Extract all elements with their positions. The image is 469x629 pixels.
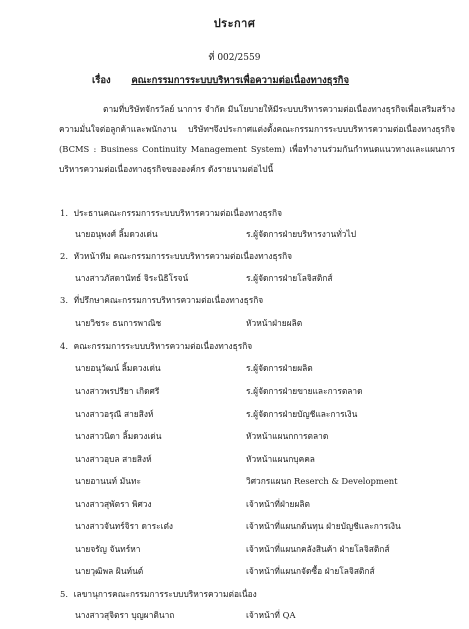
member-position: เจ้าหน้าที่แผนกจัดซื้อ ฝ่ายโลจิสติกส์ bbox=[246, 566, 375, 576]
member-position: ร.ผู้จัดการฝ่ายบัญชีและการเงิน bbox=[246, 409, 358, 419]
member-row bbox=[0, 316, 469, 330]
section-heading bbox=[60, 206, 469, 220]
subject-label: เรื่อง bbox=[92, 75, 111, 86]
document-title: ประกาศ bbox=[213, 17, 256, 30]
member-name: นายอนุวัฒน์ ลิ้มดวงเด่น bbox=[75, 363, 161, 373]
member-position: เจ้าหน้าที่ฝ่ายผลิต bbox=[246, 499, 310, 509]
member-name: นายวุฒิพล ผินท์นต์ bbox=[75, 566, 144, 576]
member-row bbox=[0, 271, 469, 285]
member-row bbox=[0, 519, 469, 533]
member-name: นายจรัญ จันทร์หา bbox=[75, 544, 141, 554]
member-row bbox=[0, 474, 469, 488]
member-position: ร.ผู้จัดการฝ่ายขายและการตลาด bbox=[246, 386, 363, 396]
member-name: นางสาวอรุณี สายสิงห์ bbox=[75, 409, 154, 419]
section-number: 3. bbox=[60, 295, 68, 305]
member-position: หัวหน้าฝ่ายผลิต bbox=[246, 318, 303, 328]
member-position: ร.ผู้จัดการฝ่ายบริหารงานทั่วไป bbox=[246, 229, 357, 239]
member-name: นายวิชระ ธนการพาณิช bbox=[75, 318, 162, 328]
member-row bbox=[0, 564, 469, 578]
document-number: ที่ 002/2559 bbox=[208, 53, 261, 63]
member-name: นางสาวภัสดานัทธ์ จิระนิธิโรจน์ bbox=[75, 273, 189, 283]
member-row bbox=[0, 227, 469, 241]
member-row bbox=[0, 542, 469, 556]
member-position: เจ้าหน้าที่ QA bbox=[246, 610, 296, 620]
member-row bbox=[0, 361, 469, 375]
section-heading-text: ประธานคณะกรรมการระบบบริหารความต่อเนื่องทางธุรกิจ bbox=[73, 208, 283, 218]
section-number: 2. bbox=[60, 251, 68, 261]
member-position: ร.ผู้จัดการฝ่ายโลจิสติกส์ bbox=[246, 273, 333, 283]
intro-paragraph: ตามที่บริษัทจักรวัลย์ นาการ จำกัด มีนโยบายให้มีระบบบริหารความต่อเนื่องทางธุรกิจเพื่อเสริมสร้างความมั่นใจต่อลูกค้าและพนักงาน บริษัทฯจึงประกาศแต่งตั้งคณะกรรมการระบบบริหารความต่อเนื่องทางธุรกิจ (BCMS : Business Continuity Management System) เพื่อทำงานร่วมกันกำหนดแนวทางและแผนการบริหารความต่อเนื่องทางธุรกิจขององค์กร ดังรายนามต่อไปนี้ bbox=[59, 104, 455, 174]
member-position: เจ้าหน้าที่แผนกคลังสินค้า ฝ่ายโลจิสติกส์ bbox=[246, 544, 390, 554]
section-heading bbox=[60, 339, 469, 353]
section-heading-text: คณะกรรมการระบบบริหารความต่อเนื่องทางธุรกิจ bbox=[73, 341, 253, 351]
member-row bbox=[0, 452, 469, 466]
section-heading bbox=[60, 293, 469, 307]
subject-line bbox=[92, 73, 432, 88]
member-row bbox=[0, 497, 469, 511]
member-row bbox=[0, 407, 469, 421]
section-number: 1. bbox=[60, 208, 68, 218]
member-name: นางสาวพรปรียา เกิดศรี bbox=[75, 386, 160, 396]
member-name: นายอานนท์ มันทะ bbox=[75, 476, 141, 486]
section-heading bbox=[60, 249, 469, 263]
member-name: นายอนุพงศ์ ลิ้มดวงเด่น bbox=[75, 229, 158, 239]
member-position: หัวหน้าแผนกบุคคล bbox=[246, 454, 315, 464]
member-position: เจ้าหน้าที่แผนกต้นทุน ฝ่ายบัญชีและการเงิน bbox=[246, 521, 401, 531]
section-heading-text: หัวหน้าทีม คณะกรรมการระบบบริหารความต่อเนื่องทางธุรกิจ bbox=[73, 251, 293, 261]
member-position: หัวหน้าแผนกการตลาด bbox=[246, 431, 329, 441]
subject-text: คณะกรรมการระบบบริหารเพื่อความต่อเนื่องทางธุรกิจ bbox=[131, 75, 350, 86]
member-name: นางสาวสุพัตรา พิศวง bbox=[75, 499, 152, 509]
member-name: นางสาวจันทร์จิรา ดาระเต๋ง bbox=[75, 521, 173, 531]
member-row bbox=[0, 608, 469, 622]
member-name: นางสาวนิดา ลิ้มดวงเด่น bbox=[75, 431, 162, 441]
section-heading bbox=[60, 587, 469, 601]
section-number: 5. bbox=[60, 589, 68, 599]
member-row bbox=[0, 384, 469, 398]
member-row bbox=[0, 429, 469, 443]
member-name: นางสาวอุบล สายสิงห์ bbox=[75, 454, 152, 464]
section-heading-text: เลขานุการคณะกรรมการระบบบริหารความต่อเนื่อง bbox=[73, 589, 257, 599]
member-name: นางสาวสุจิตรา บุญผาตินาถ bbox=[75, 610, 175, 620]
section-number: 4. bbox=[60, 341, 68, 351]
section-heading-text: ที่ปรึกษาคณะกรรมการบริหารความต่อเนื่องทางธุรกิจ bbox=[73, 295, 264, 305]
member-position: ร.ผู้จัดการฝ่ายผลิต bbox=[246, 363, 313, 373]
member-position: วิศวกรแผนก Reserch & Development bbox=[246, 476, 398, 486]
